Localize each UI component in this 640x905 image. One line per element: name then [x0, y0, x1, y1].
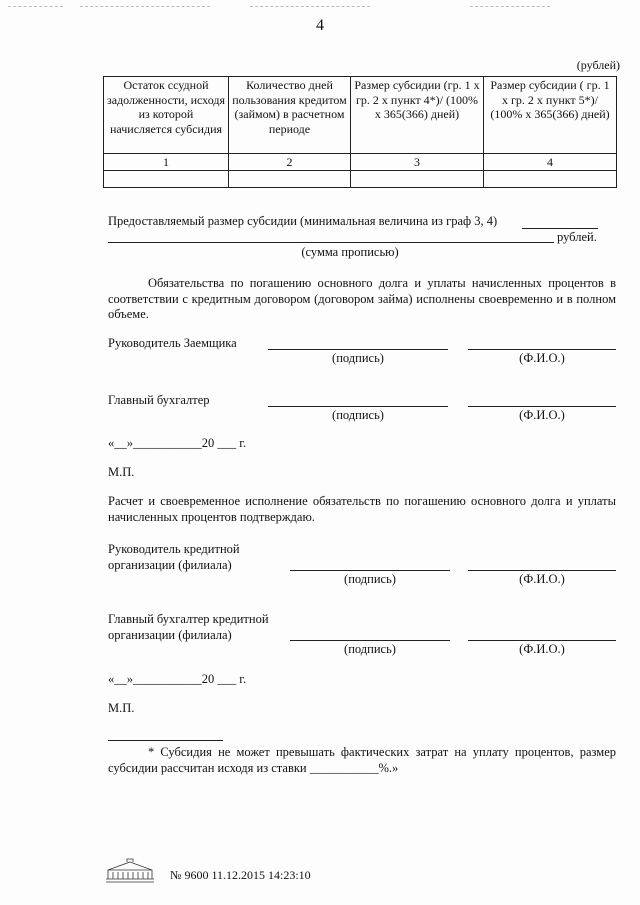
name-caption: (Ф.И.О.) — [519, 351, 565, 365]
bank-accountant-label-2: организации (филиала) — [108, 628, 232, 642]
name-caption: (Ф.И.О.) — [519, 572, 565, 586]
signature-line — [290, 640, 450, 641]
units-label: (рублей) — [576, 58, 620, 72]
name-line — [468, 640, 616, 641]
scan-artifact — [470, 6, 550, 7]
name-line — [468, 570, 616, 571]
bank-accountant-label: Главный бухгалтер кредитной — [108, 612, 269, 626]
rubles-suffix: рублей. — [557, 230, 597, 244]
building-stamp-icon — [103, 858, 157, 884]
footnote: * Субсидия не может превышать фактических затрат на уплату процентов, размер субсидии рассчитан исходя из ставки ___________%.» — [108, 745, 616, 775]
number-cell: 1 — [104, 154, 229, 171]
signature-line — [290, 570, 450, 571]
header-cell: Количество дней пользования кредитом (займом) в расчетном периоде — [229, 77, 351, 154]
obligations-paragraph: Обязательства по погашению основного долга и уплаты начисленных процентов в соответствии с кредитным договором (договором займа) исполнены своевременно и в полном объеме. — [108, 276, 616, 322]
date-line: «__»___________20 ___ г. — [108, 436, 247, 450]
subsidy-table — [103, 76, 617, 188]
bank-head-label: Руководитель кредитной — [108, 542, 240, 556]
name-line — [468, 406, 616, 407]
number-cell: 3 — [351, 154, 484, 171]
table-cell — [351, 171, 484, 188]
scan-artifact — [250, 6, 370, 7]
number-cell: 4 — [484, 154, 617, 171]
signature-line — [268, 349, 448, 350]
number-cell: 2 — [229, 154, 351, 171]
table-cell — [104, 171, 229, 188]
header-cell: Остаток ссудной задолженности, исходя из которой начисляется субсидия — [104, 77, 229, 154]
confirmation-paragraph: Расчет и своевременное исполнение обязательств по погашению основного долга и уплаты начисленных процентов подтверждаю. — [108, 494, 616, 524]
signature-caption: (подпись) — [344, 642, 396, 656]
scan-artifact — [8, 6, 63, 7]
name-line — [468, 349, 616, 350]
table-header-row — [104, 77, 617, 154]
table-cell — [484, 171, 617, 188]
header-cell: Размер субсидии ( гр. 1 х гр. 2 х пункт 5*)/ (100% х 365(366) дней) — [484, 77, 617, 154]
signature-caption: (подпись) — [332, 408, 384, 422]
name-caption: (Ф.И.О.) — [519, 642, 565, 656]
date-line: «__»___________20 ___ г. — [108, 672, 247, 686]
signature-line — [268, 406, 448, 407]
sum-words-line — [108, 242, 554, 243]
subsidy-line: Предоставляемый размер субсидии (минимальная величина из граф 3, 4) — [108, 214, 498, 228]
table-row — [104, 171, 617, 188]
header-cell: Размер субсидии (гр. 1 х гр. 2 х пункт 4*)/ (100% х 365(366) дней) — [351, 77, 484, 154]
name-caption: (Ф.И.О.) — [519, 408, 565, 422]
subsidy-value-line — [522, 228, 598, 229]
seal-place: М.П. — [108, 465, 135, 479]
chief-accountant-label: Главный бухгалтер — [108, 393, 210, 407]
bank-head-label-2: организации (филиала) — [108, 558, 232, 572]
scan-artifact — [80, 6, 210, 7]
signature-caption: (подпись) — [344, 572, 396, 586]
table-cell — [229, 171, 351, 188]
sum-in-words-caption: (сумма прописью) — [301, 245, 399, 259]
seal-place: М.П. — [108, 701, 135, 715]
signature-caption: (подпись) — [332, 351, 384, 365]
footnote-separator — [108, 740, 223, 741]
borrower-head-label: Руководитель Заемщика — [108, 336, 237, 350]
page-number: 4 — [316, 17, 324, 34]
table-number-row — [104, 154, 617, 171]
document-id: № 9600 11.12.2015 14:23:10 — [170, 868, 311, 882]
